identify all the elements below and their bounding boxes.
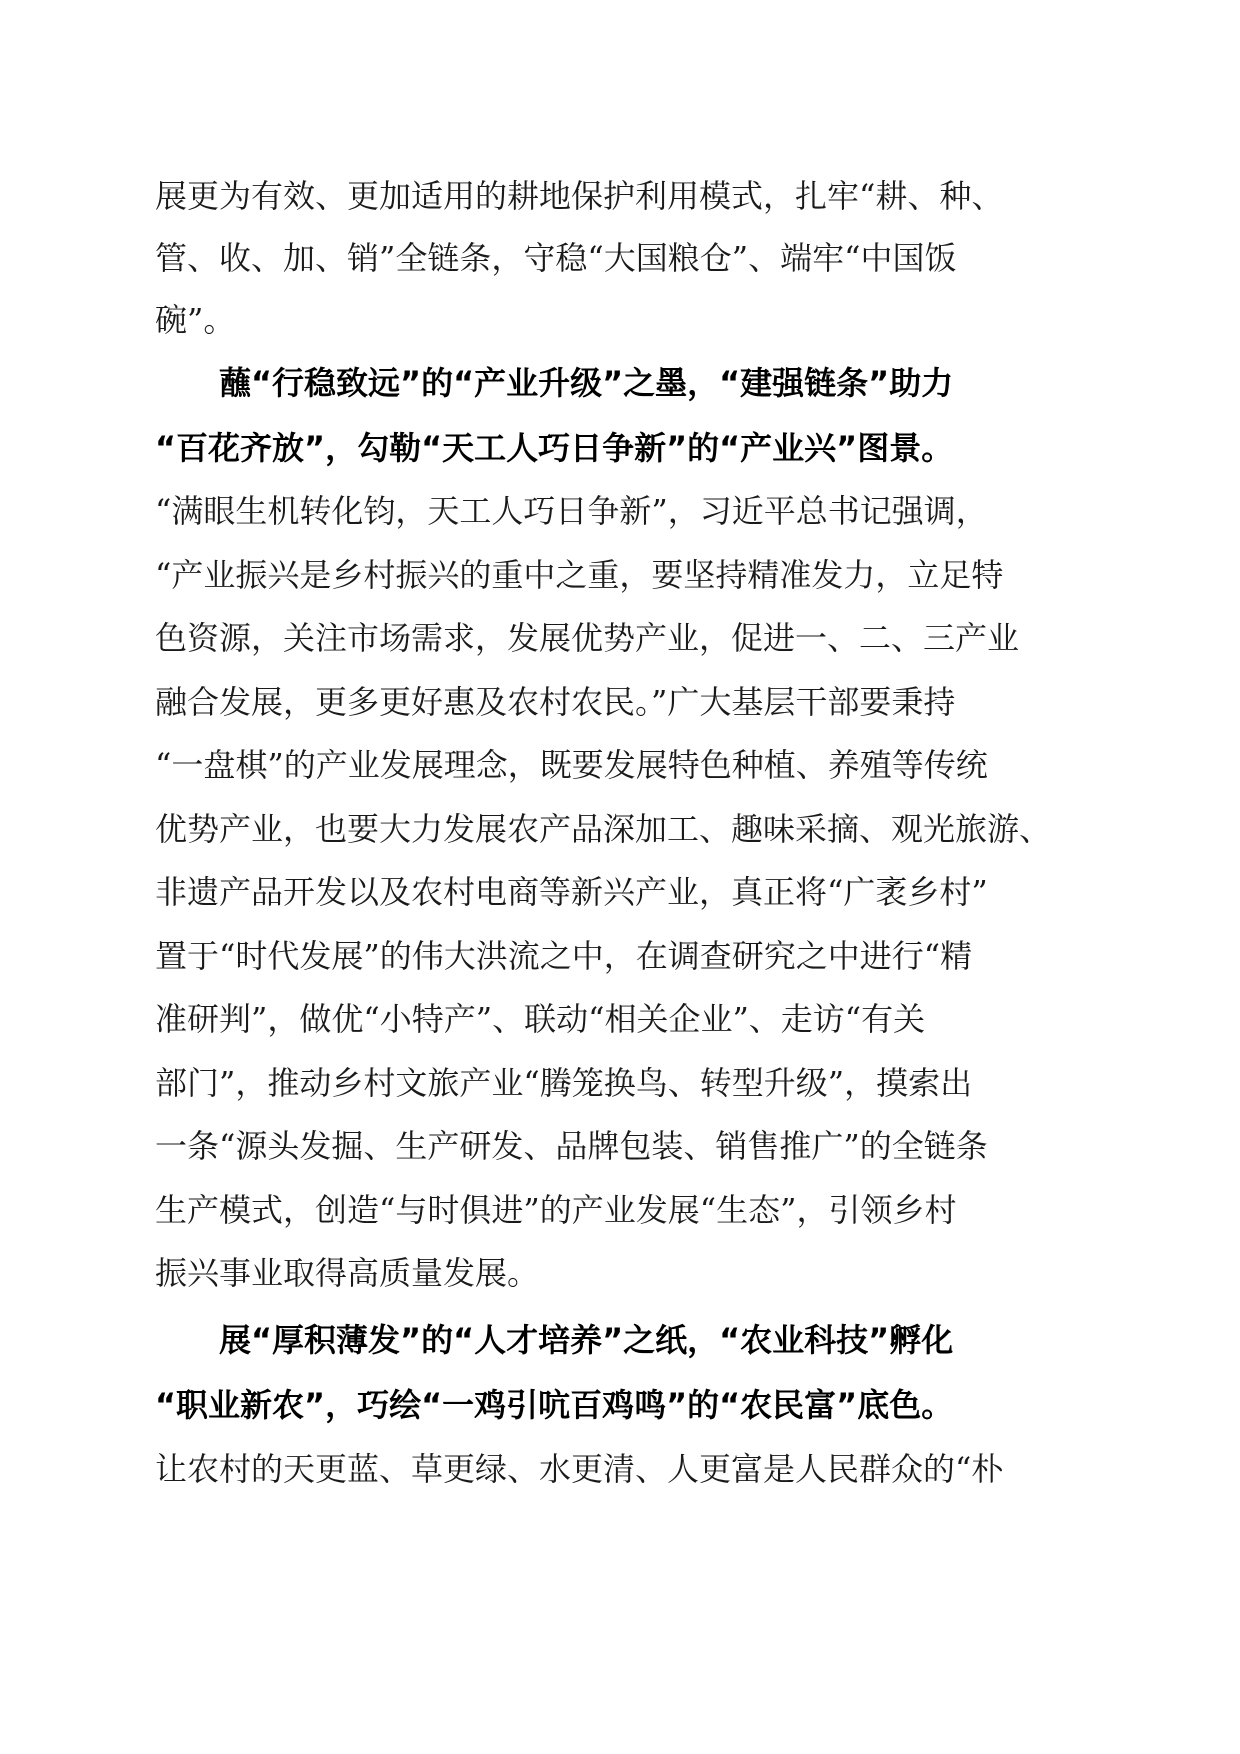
body-text-line: “满眼生机转化钧，天工人巧日争新”，习近平总书记强调，	[155, 492, 988, 530]
body-text-line: 管、收、加、销”全链条，守稳“大国粮仓”、端牢“中国饭	[155, 239, 957, 277]
section-heading-line: 蘸“行稳致远”的“产业升级”之墨，“建强链条”助力	[219, 364, 954, 402]
body-text-line: “一盘棋”的产业发展理念，既要发展特色种植、养殖等传统	[155, 746, 988, 784]
body-text-line: 部门”，推动乡村文旅产业“腾笼换鸟、转型升级”，摸索出	[155, 1064, 973, 1102]
section-heading-line: 展“厚积薄发”的“人才培养”之纸，“农业科技”孵化	[219, 1321, 954, 1359]
body-text-line: “产业振兴是乡村振兴的重中之重，要坚持精准发力，立足特	[155, 556, 1004, 594]
body-text-line: 碗”。	[155, 301, 236, 339]
body-text-line: 准研判”，做优“小特产”、联动“相关企业”、走访“有关	[155, 1000, 926, 1038]
body-text-line: 振兴事业取得高质量发展。	[155, 1254, 540, 1292]
body-text-line: 融合发展，更多更好惠及农村农民。”广大基层干部要秉持	[155, 683, 956, 721]
body-text-line: 非遗产品开发以及农村电商等新兴产业，真正将“广袤乡村”	[155, 873, 988, 911]
body-text-line: 生产模式，创造“与时俱进”的产业发展“生态”，引领乡村	[155, 1191, 957, 1229]
body-text-line: 置于“时代发展”的伟大洪流之中，在调查研究之中进行“精	[155, 937, 973, 975]
body-text-line: 展更为有效、更加适用的耕地保护利用模式，扎牢“耕、种、	[155, 177, 1004, 215]
body-text-line: 让农村的天更蓝、草更绿、水更清、人更富是人民群众的“朴	[155, 1450, 1004, 1488]
section-heading-line: “百花齐放”，勾勒“天工人巧日争新”的“产业兴”图景。	[155, 429, 954, 467]
section-heading-line: “职业新农”，巧绘“一鸡引吭百鸡鸣”的“农民富”底色。	[155, 1386, 954, 1424]
body-text-line: 一条“源头发掘、生产研发、品牌包装、销售推广”的全链条	[155, 1127, 988, 1165]
body-text-line: 优势产业，也要大力发展农产品深加工、趣味采摘、观光旅游、	[155, 810, 1052, 848]
body-text-line: 色资源，关注市场需求，发展优势产业，促进一、二、三产业	[155, 619, 1020, 657]
